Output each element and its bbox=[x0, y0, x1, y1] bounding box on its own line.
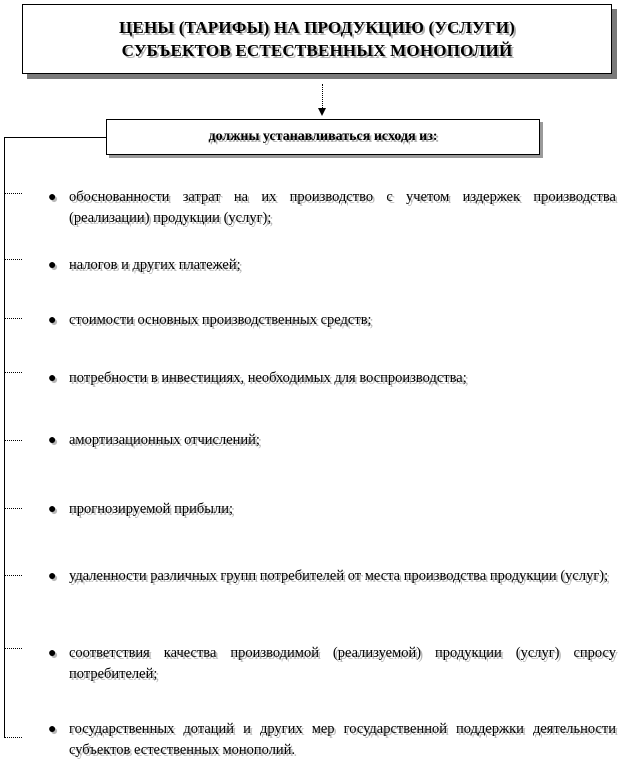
list-item bbox=[48, 643, 616, 685]
list-item-text: амортизационных отчислений; bbox=[69, 432, 260, 448]
list-item bbox=[48, 499, 616, 520]
bracket-tick bbox=[4, 648, 22, 649]
bracket-tick bbox=[4, 575, 22, 576]
bullet-icon: ● bbox=[48, 569, 57, 584]
bullet-icon: ● bbox=[48, 722, 57, 737]
bullet-icon: ● bbox=[48, 313, 57, 328]
list-item bbox=[48, 430, 616, 451]
list-item-text: налогов и других платежей; bbox=[69, 257, 241, 273]
list-item bbox=[48, 187, 616, 229]
list-item-text: соответствия качества производимой (реализуемой) продукции (услуг) спросу потребителей; bbox=[69, 645, 616, 682]
title-line-2: СУБЪЕКТОВ ЕСТЕСТВЕННЫХ МОНОПОЛИЙ bbox=[121, 41, 513, 60]
list-item bbox=[48, 310, 616, 331]
bracket-tick bbox=[4, 318, 22, 319]
list-item-text: обоснованности затрат на их производство с учетом издержек производства (реализации) продукции (услуг); bbox=[69, 189, 616, 226]
subheader-box bbox=[106, 119, 540, 155]
arrow-down-icon bbox=[318, 108, 326, 116]
bullet-icon: ● bbox=[48, 502, 57, 517]
list-item bbox=[48, 566, 616, 587]
bracket-tick bbox=[4, 259, 22, 260]
bullet-icon: ● bbox=[48, 258, 57, 273]
list-item-text: стоимости основных производственных средств; bbox=[69, 312, 372, 328]
bracket-tick bbox=[4, 737, 22, 738]
bracket-tick bbox=[4, 372, 22, 373]
bracket-tick bbox=[4, 440, 22, 441]
subheader-label: должны устанавливаться исходя из: bbox=[208, 129, 438, 144]
title-line-1: ЦЕНЫ (ТАРИФЫ) НА ПРОДУКЦИЮ (УСЛУГИ) bbox=[119, 18, 515, 37]
list-item-text: государственных дотаций и других мер государственной поддержки деятельности субъектов естественных монополий. bbox=[69, 721, 616, 758]
list-item-text: удаленности различных групп потребителей от места производства продукции (услуг); bbox=[69, 568, 609, 584]
bullet-icon: ● bbox=[48, 371, 57, 386]
bullet-icon: ● bbox=[48, 646, 57, 661]
bracket-tick bbox=[4, 508, 22, 509]
bullet-icon: ● bbox=[48, 433, 57, 448]
list-item-text: потребности в инвестициях, необходимых для воспроизводства; bbox=[69, 370, 467, 386]
title-box bbox=[22, 4, 612, 74]
list-item-text: прогнозируемой прибыли; bbox=[69, 501, 233, 517]
list-item bbox=[48, 368, 616, 389]
bracket-tick bbox=[4, 193, 22, 194]
bullet-icon: ● bbox=[48, 190, 57, 205]
bracket-top-connector bbox=[4, 137, 106, 138]
list-item bbox=[48, 255, 616, 276]
connector-arrow-line bbox=[322, 84, 323, 110]
list-item bbox=[48, 719, 616, 761]
